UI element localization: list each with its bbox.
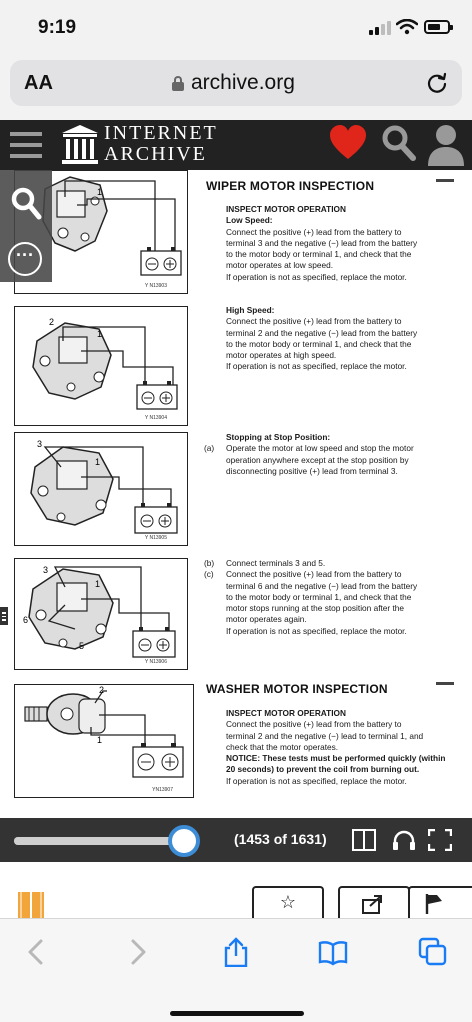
motor-diagram-2 <box>15 307 187 425</box>
terminal-label: 6 <box>23 615 29 625</box>
text-line: terminal 3 and the negative (−) lead from the battery <box>226 237 418 248</box>
share-sheet-icon[interactable] <box>221 937 251 967</box>
reader-navigation-bar <box>0 818 472 862</box>
flag-icon <box>424 892 444 914</box>
status-bar <box>0 0 472 58</box>
more-options-icon[interactable]: ··· <box>8 242 42 276</box>
text-line: to the motor body or terminal 1, and check that the <box>226 338 412 349</box>
stop-position-block <box>204 432 468 477</box>
url-domain[interactable]: archive.org <box>191 71 295 94</box>
text-line: motor operates at low speed. <box>226 260 333 271</box>
low-speed-block <box>226 204 466 283</box>
home-indicator <box>170 1011 304 1016</box>
terminal-label: 3 <box>37 439 43 449</box>
step-label: (c) <box>204 569 214 580</box>
terminal-label: 2 <box>49 317 55 327</box>
washer-motor-diagram <box>15 685 193 797</box>
high-speed-heading: High Speed: <box>226 305 275 315</box>
section-code-mark <box>436 682 454 685</box>
site-name[interactable] <box>104 123 218 165</box>
page-slider-fill <box>14 837 176 845</box>
text-line: terminal 2 and the negative (−) lead from the battery <box>226 327 418 338</box>
cellular-signal-icon <box>369 21 391 35</box>
back-icon[interactable] <box>22 937 52 967</box>
page-slider-thumb[interactable] <box>168 825 200 857</box>
battery-icon <box>424 20 450 34</box>
motor-diagram-3 <box>15 433 187 545</box>
tabs-icon[interactable] <box>418 937 448 967</box>
step-label: (a) <box>204 443 215 454</box>
section-code-mark <box>436 179 454 182</box>
step-c <box>204 569 468 637</box>
flag-button[interactable] <box>408 886 472 918</box>
text-line: If operation is not as specified, replace the motor. <box>226 361 407 372</box>
motor-diagram-4 <box>15 559 187 669</box>
terminal-label: 1 <box>95 457 101 467</box>
text-line: If operation is not as specified, replace the motor. <box>226 775 407 786</box>
figure-caption: Y N13903 <box>144 283 167 289</box>
text-line: Connect the positive (+) lead from the battery to <box>226 226 402 237</box>
forward-icon[interactable] <box>122 937 152 967</box>
text-line: motor stops running at the stop position after the <box>226 603 405 614</box>
washer-inspect-heading: INSPECT MOTOR OPERATION <box>226 708 347 718</box>
text-line: terminal 6 and the negative (−) lead from the battery <box>226 580 418 591</box>
share-icon <box>362 894 384 914</box>
book-page <box>0 170 472 818</box>
site-name-line2: ARCHIVE <box>104 143 207 165</box>
status-time: 9:19 <box>38 17 77 38</box>
step-a <box>204 443 468 477</box>
washer-section-title: WASHER MOTOR INSPECTION <box>206 682 388 696</box>
figure-caption: Y N13906 <box>144 659 167 665</box>
internet-archive-logo-icon[interactable] <box>60 123 100 165</box>
terminal-label: 1 <box>97 735 103 745</box>
address-bar[interactable] <box>10 60 462 106</box>
lock-icon <box>172 76 184 90</box>
terminal-label: 1 <box>97 187 103 197</box>
text-line: If operation is not as specified, replace the motor. <box>226 271 407 282</box>
reader-side-tools <box>0 170 52 282</box>
stop-heading: Stopping at Stop Position: <box>226 432 331 442</box>
figure-high-speed <box>14 306 188 426</box>
figure-washer-motor <box>14 684 194 798</box>
search-inside-icon[interactable] <box>10 186 42 220</box>
inspect-heading: INSPECT MOTOR OPERATION <box>226 204 347 214</box>
text-size-button[interactable]: AA <box>24 72 53 94</box>
terminal-label: 2 <box>99 685 105 695</box>
text-line: Connect the positive (+) lead from the battery to <box>226 316 402 327</box>
page-indicator: (1453 of 1631) <box>234 831 327 847</box>
figure-caption: Y N13904 <box>144 415 167 421</box>
address-bar-area <box>0 58 472 120</box>
step-b <box>204 558 468 569</box>
washer-block <box>226 708 470 787</box>
text-line: terminal 2 and the negative (−) lead to terminal 1, and <box>226 730 424 741</box>
stop-steps-block <box>204 558 468 637</box>
reload-icon[interactable] <box>426 72 448 94</box>
fullscreen-icon[interactable] <box>428 829 452 851</box>
figure-caption: YN13907 <box>152 787 173 793</box>
text-line: check that the motor operates. <box>226 741 339 752</box>
text-line: motor operates again. <box>226 614 307 625</box>
terminal-label: 1 <box>97 329 103 339</box>
menu-icon[interactable] <box>10 132 42 158</box>
wiper-section-title: WIPER MOTOR INSPECTION <box>206 179 375 193</box>
figure-caption: Y N13905 <box>144 535 167 541</box>
wifi-icon <box>396 19 418 35</box>
star-icon: ☆ <box>279 892 297 912</box>
text-line: Operate the motor at low speed and stop the motor <box>226 443 414 454</box>
step-label: (b) <box>204 558 215 568</box>
site-name-line1: INTERNET <box>104 122 218 144</box>
text-line: to the motor body or terminal 1, and check that the <box>226 591 412 602</box>
text-line: If operation is not as specified, replace the motor. <box>226 625 407 636</box>
text-line: to the motor body or terminal 1, and check that the <box>226 249 412 260</box>
share-button[interactable] <box>338 886 410 918</box>
text-line: Connect the positive (+) lead from the battery to <box>226 719 402 730</box>
heart-icon[interactable] <box>329 124 367 162</box>
text-line: motor operates at high speed. <box>226 350 337 361</box>
text-line: operation anywhere except at the stop position by <box>226 454 409 465</box>
favorite-button[interactable] <box>252 886 324 918</box>
notice-line: 20 seconds) to prevent the coil from burning out. <box>226 764 420 775</box>
notice-line: NOTICE: These tests must be performed quickly (within <box>226 753 446 764</box>
headphones-icon[interactable] <box>392 829 416 851</box>
two-page-view-icon[interactable] <box>352 829 376 851</box>
text-line: Connect the positive (+) lead from the battery to <box>226 569 402 580</box>
bookmarks-icon[interactable] <box>318 937 348 967</box>
user-icon[interactable] <box>426 124 466 166</box>
terminal-label: 3 <box>43 565 49 575</box>
figure-stop-position <box>14 432 188 546</box>
terminal-label: 5 <box>79 641 85 651</box>
book-icon[interactable] <box>18 892 44 918</box>
high-speed-block <box>226 305 466 373</box>
side-drawer-handle-icon[interactable] <box>0 607 8 625</box>
figure-stop-position-2 <box>14 558 188 670</box>
text-line: disconnecting positive (+) lead from terminal 3. <box>226 465 398 476</box>
terminal-label: 1 <box>95 579 101 589</box>
low-speed-heading: Low Speed: <box>226 215 273 226</box>
browser-toolbar <box>0 918 472 1022</box>
item-actions-area <box>0 862 472 918</box>
text-line: Connect terminals 3 and 5. <box>226 558 326 568</box>
search-icon[interactable] <box>380 124 416 162</box>
